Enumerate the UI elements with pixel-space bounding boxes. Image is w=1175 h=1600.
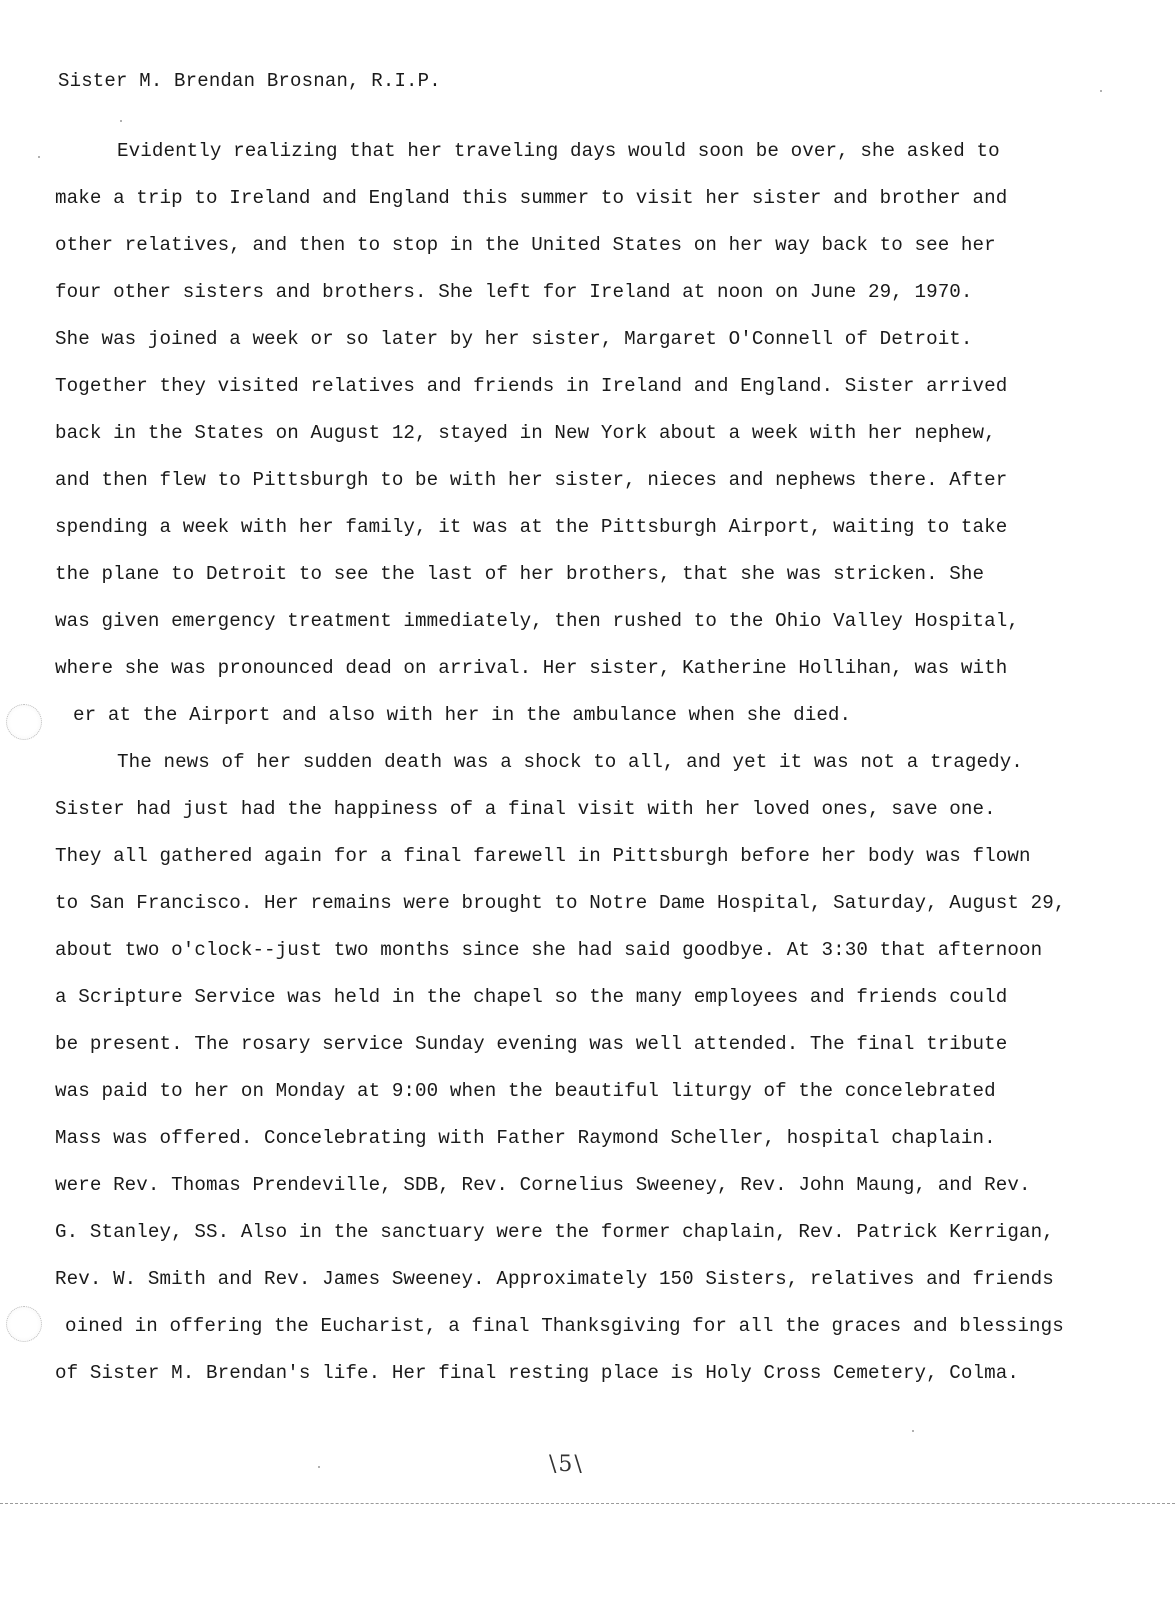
- body-line: spending a week with her family, it was at the Pittsburgh Airport, waiting to take: [55, 516, 1008, 538]
- punch-hole-icon: [6, 704, 42, 740]
- body-line: Rev. W. Smith and Rev. James Sweeney. Approximately 150 Sisters, relatives and friends: [55, 1268, 1054, 1290]
- page-bottom-rule: [0, 1503, 1175, 1504]
- paper-speck: [1100, 90, 1102, 92]
- body-line: Evidently realizing that her traveling days would soon be over, she asked to: [117, 140, 1000, 162]
- body-line: other relatives, and then to stop in the United States on her way back to see her: [55, 234, 996, 256]
- body-line: Together they visited relatives and friends in Ireland and England. Sister arrived: [55, 375, 1008, 397]
- body-line: where she was pronounced dead on arrival. Her sister, Katherine Hollihan, was with: [55, 657, 1008, 679]
- paper-speck: [318, 1466, 320, 1468]
- body-line: of Sister M. Brendan's life. Her final resting place is Holy Cross Cemetery, Colma.: [55, 1362, 1019, 1384]
- body-line: was given emergency treatment immediately, then rushed to the Ohio Valley Hospital,: [55, 610, 1019, 632]
- body-line: about two o'clock--just two months since she had said goodbye. At 3:30 that afternoon: [55, 939, 1043, 961]
- body-line: were Rev. Thomas Prendeville, SDB, Rev. Cornelius Sweeney, Rev. John Maung, and Rev.: [55, 1174, 1031, 1196]
- body-line: to San Francisco. Her remains were brought to Notre Dame Hospital, Saturday, August 29,: [55, 892, 1066, 914]
- document-heading: Sister M. Brendan Brosnan, R.I.P.: [58, 70, 441, 92]
- body-line: was paid to her on Monday at 9:00 when the beautiful liturgy of the concelebrated: [55, 1080, 996, 1102]
- paper-speck: [912, 1430, 914, 1432]
- body-line: er at the Airport and also with her in the ambulance when she died.: [73, 704, 852, 726]
- body-line: and then flew to Pittsburgh to be with her sister, nieces and nephews there. After: [55, 469, 1008, 491]
- body-line: four other sisters and brothers. She left for Ireland at noon on June 29, 1970.: [55, 281, 973, 303]
- body-line: make a trip to Ireland and England this summer to visit her sister and brother and: [55, 187, 1008, 209]
- paper-speck: [38, 156, 40, 158]
- body-line: They all gathered again for a final farewell in Pittsburgh before her body was flown: [55, 845, 1031, 867]
- page-number: \5\: [549, 1452, 584, 1477]
- body-line: back in the States on August 12, stayed in New York about a week with her nephew,: [55, 422, 996, 444]
- body-line: Mass was offered. Concelebrating with Father Raymond Scheller, hospital chaplain.: [55, 1127, 996, 1149]
- body-line: She was joined a week or so later by her sister, Margaret O'Connell of Detroit.: [55, 328, 973, 350]
- body-line: oined in offering the Eucharist, a final Thanksgiving for all the graces and blessings: [65, 1315, 1064, 1337]
- punch-hole-icon: [6, 1306, 42, 1342]
- body-line: The news of her sudden death was a shock to all, and yet it was not a tragedy.: [117, 751, 1023, 773]
- document-body: [55, 128, 1095, 1397]
- body-line: be present. The rosary service Sunday evening was well attended. The final tribute: [55, 1033, 1008, 1055]
- body-line: the plane to Detroit to see the last of her brothers, that she was stricken. She: [55, 563, 985, 585]
- paper-speck: [120, 120, 122, 122]
- body-line: G. Stanley, SS. Also in the sanctuary were the former chaplain, Rev. Patrick Kerrigan,: [55, 1221, 1054, 1243]
- body-line: a Scripture Service was held in the chapel so the many employees and friends could: [55, 986, 1008, 1008]
- body-line: Sister had just had the happiness of a final visit with her loved ones, save one.: [55, 798, 996, 820]
